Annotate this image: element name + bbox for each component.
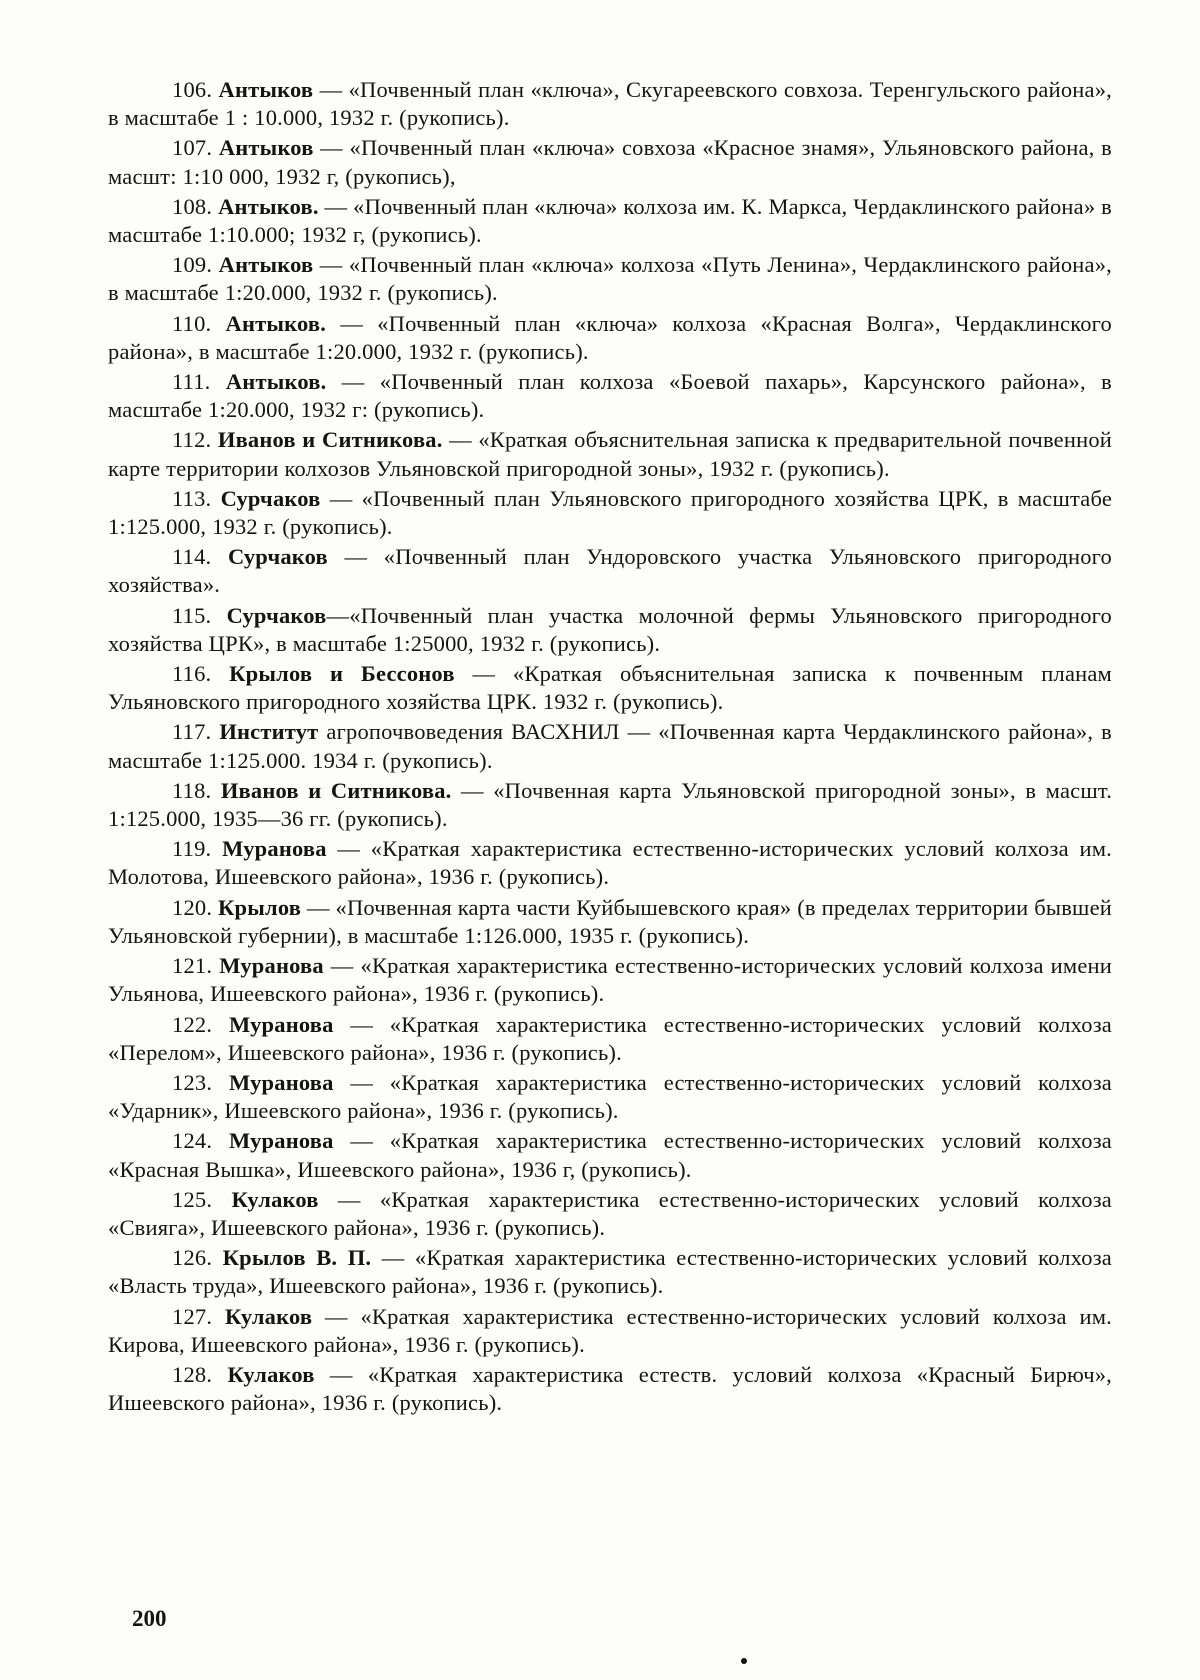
entry-number: 120. — [172, 894, 213, 920]
bibliography-entry — [108, 1186, 1112, 1242]
entry-author: Антыков — [218, 252, 314, 278]
entry-author: Антыков — [218, 135, 314, 161]
bibliography-entry — [108, 602, 1112, 658]
entry-author: Иванов и Ситникова. — [217, 427, 443, 453]
bibliography-entry — [108, 134, 1112, 190]
bibliography-entry — [108, 368, 1112, 424]
entry-author: Кулаков — [224, 1303, 313, 1329]
entry-author: Крылов — [218, 894, 302, 920]
entry-number: 122. — [172, 1011, 213, 1037]
bibliography-entry — [108, 894, 1112, 950]
entry-number: 118. — [172, 777, 212, 803]
bibliography-entry — [108, 660, 1112, 716]
entry-author: Сурчаков — [226, 602, 327, 628]
entry-author: Сурчаков — [227, 544, 328, 570]
entry-text: — «Краткая характеристика естественно-исторических условий колхоза «Свияга», Ишеевского района», 1936 г. (рукопись). — [108, 1186, 1112, 1240]
entry-author: Крылов и Бессонов — [229, 661, 455, 687]
entry-text: — «Краткая характеристика естественно-исторических условий колхоза «Власть труда», Ишеевского района», 1936 г. (рукопись). — [108, 1245, 1112, 1299]
entry-text: — «Почвенный план «ключа» совхоза «Красное знамя», Ульяновского района, в масшт: 1:10 000, 1932 г, (рукопись), — [108, 135, 1113, 189]
bibliography-entry — [108, 426, 1112, 482]
entry-author: Кулаков — [227, 1361, 315, 1387]
bibliography-list — [108, 76, 1112, 1419]
bibliography-entry — [108, 718, 1112, 774]
entry-text: — «Почвенный план «ключа» колхоза им. К. Маркса, Чердаклинского района» в масштабе 1:10.000; 1932 г, (рукопись). — [108, 193, 1112, 248]
entry-author: Антыков. — [225, 310, 327, 336]
entry-text: агропочвоведения ВАСХНИЛ — «Почвенная карта Чердаклинского района», в масштабе 1:125.000. 1934 г. (рукопись). — [108, 719, 1112, 773]
bibliography-entry — [108, 1361, 1112, 1417]
bibliography-entry — [108, 1127, 1112, 1183]
entry-text: — «Почвенный план Ульяновского пригородного хозяйства ЦРК, в масштабе 1:125.000, 1932 г. (рукопись). — [108, 485, 1113, 540]
entry-text: — «Краткая характеристика естеств. условий колхоза «Красный Бирюч», Ишеевского района», 1936 г. (рукопись). — [108, 1361, 1113, 1416]
entry-number: 108. — [172, 193, 213, 219]
entry-author: Кулаков — [231, 1186, 319, 1212]
entry-author: Крылов В. П. — [222, 1245, 372, 1271]
entry-text: — «Краткая характеристика естественно-исторических условий колхоза имени Ульянова, Ишеевского района», 1936 г. (рукопись). — [108, 953, 1112, 1007]
bibliography-entry — [108, 310, 1112, 366]
entry-number: 116. — [172, 661, 212, 687]
bibliography-entry — [108, 543, 1112, 599]
print-speck — [741, 1658, 747, 1664]
bibliography-entry — [108, 952, 1112, 1008]
entry-number: 123. — [172, 1069, 213, 1095]
entry-text: — «Краткая характеристика естественно-исторических условий колхоза «Красная Вышка», Ишеевского района», 1936 г, (рукопись). — [108, 1128, 1112, 1182]
bibliography-entry — [108, 835, 1112, 891]
entry-author: Муранова — [228, 1069, 334, 1095]
bibliography-entry — [108, 251, 1112, 307]
entry-number: 124. — [172, 1128, 213, 1154]
entry-author: Иванов и Ситникова. — [220, 777, 452, 803]
bibliography-entry — [108, 777, 1112, 833]
entry-text: — «Почвенный план «ключа» колхоза «Путь Ленина», Чердаклинского района», в масштабе 1:20.000, 1932 г. (рукопись). — [108, 252, 1112, 306]
entry-author: Муранова — [219, 953, 324, 979]
entry-number: 125. — [172, 1186, 213, 1212]
entry-text: — «Краткая объяснительная записка к почвенным планам Ульяновского пригородного хозяйства ЦРК. 1932 г. (рукопись). — [108, 661, 1112, 715]
entry-author: Муранова — [222, 836, 327, 862]
entry-number: 113. — [172, 485, 212, 511]
entry-number: 127. — [172, 1303, 213, 1329]
entry-text: — «Краткая характеристика естественно-исторических условий колхоза им. Молотова, Ишеевского района», 1936 г. (рукопись). — [108, 836, 1112, 890]
entry-author: Антыков. — [225, 369, 327, 395]
entry-text: — «Почвенный план «ключа», Скугареевского совхоза. Теренгульского района», в масштабе 1 : 10.000, 1932 г. (рукопись). — [108, 77, 1112, 131]
bibliography-entry — [108, 193, 1112, 249]
entry-author: Антыков — [218, 77, 314, 102]
entry-author: Муранова — [228, 1128, 334, 1154]
entry-text: —«Почвенный план участка молочной фермы Ульяновского пригородного хозяйства ЦРК», в масштабе 1:25000, 1932 г. (рукопись). — [108, 602, 1113, 656]
entry-text: — «Краткая характеристика естественно-исторических условий колхоза «Перелом», Ишеевского района», 1936 г. (рукопись). — [108, 1011, 1112, 1065]
entry-text: — «Почвенный план Ундоровского участка Ульяновского пригородного хозяйства». — [108, 544, 1112, 598]
bibliography-entry — [108, 485, 1112, 541]
entry-number: 106. — [172, 77, 213, 102]
entry-number: 119. — [172, 836, 212, 862]
entry-number: 117. — [172, 719, 212, 745]
entry-number: 121. — [172, 953, 213, 979]
bibliography-entry — [108, 76, 1112, 132]
bibliography-entry — [108, 1244, 1112, 1300]
entry-author: Сурчаков — [220, 485, 321, 511]
entry-text: — «Почвенный план «ключа» колхоза «Красная Волга», Чердаклинского района», в масштабе 1:20.000, 1932 г. (рукопись). — [108, 310, 1113, 364]
entry-number: 112. — [172, 427, 212, 453]
entry-text: — «Краткая характеристика естественно-исторических условий колхоза им. Кирова, Ишеевского района», 1936 г. (рукопись). — [108, 1303, 1112, 1357]
entry-number: 115. — [172, 602, 212, 628]
bibliography-entry — [108, 1011, 1112, 1067]
entry-author: Муранова — [228, 1011, 334, 1037]
entry-author: Институт — [219, 719, 319, 745]
bibliography-entry — [108, 1069, 1112, 1125]
entry-number: 111. — [172, 369, 211, 395]
entry-number: 126. — [172, 1245, 213, 1271]
entry-number: 110. — [172, 310, 212, 336]
page-number: 200 — [132, 1606, 167, 1631]
entry-text: — «Краткая объяснительная записка к предварительной почвенной карте территории колхозов Ульяновской пригородной зоны», 1932 г. (рукопись). — [108, 427, 1113, 481]
entry-number: 109. — [172, 252, 213, 278]
entry-text: — «Почвенная карта части Куйбышевского края» (в пределах территории бывшей Ульяновской губернии), в масштабе 1:126.000, 1935 г. (рукопись). — [108, 894, 1112, 948]
entry-number: 128. — [172, 1361, 213, 1387]
entry-number: 114. — [172, 544, 212, 570]
entry-text: — «Краткая характеристика естественно-исторических условий колхоза «Ударник», Ишеевского района», 1936 г. (рукопись). — [108, 1069, 1112, 1124]
entry-author: Антыков. — [218, 193, 319, 219]
bibliography-entry — [108, 1303, 1112, 1359]
entry-text: — «Почвенный план колхоза «Боевой пахарь», Карсунского района», в масштабе 1:20.000, 1932 г: (рукопись). — [108, 369, 1112, 423]
entry-text: — «Почвенная карта Ульяновской пригородной зоны», в масшт. 1:125.000, 1935—36 гг. (рукопись). — [108, 777, 1113, 832]
entry-number: 107. — [172, 135, 213, 161]
